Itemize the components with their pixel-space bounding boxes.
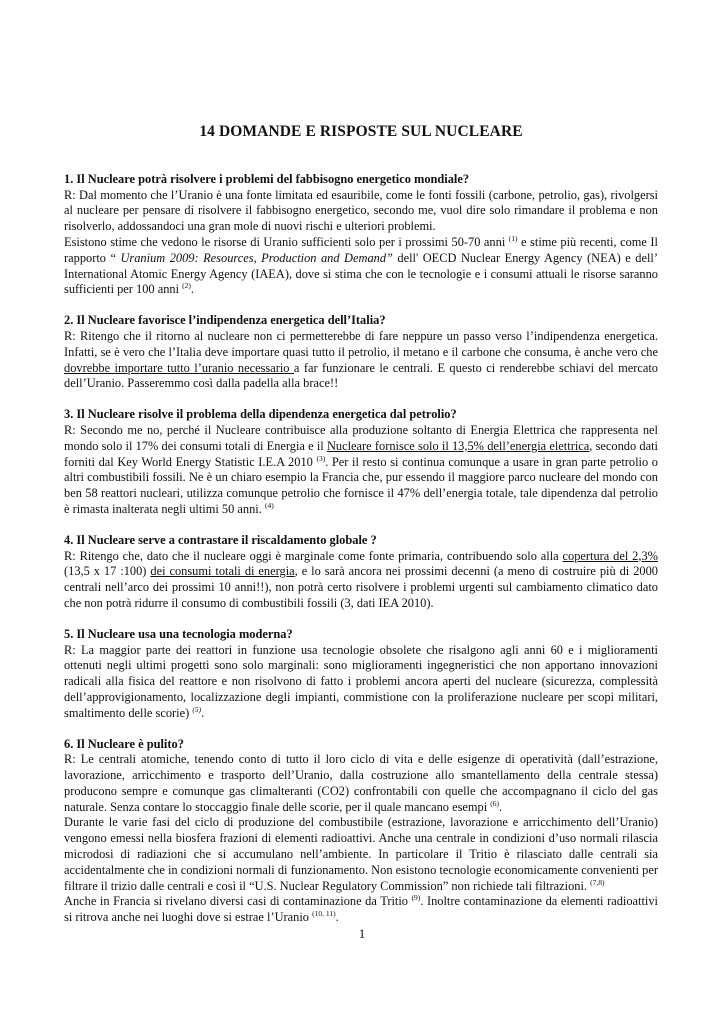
text-run: dell' OECD Nuclear Energy Agency (NEA) e dell’ International Atomic Energy Agency (IAEA), dove si stima che con le tecnologie e i consumi attuali le risorse saranno sufficienti per 100 anni — [64, 250, 658, 297]
footnote-ref: (1) — [508, 233, 518, 243]
answer-3 — [64, 423, 658, 518]
footnote-ref: (3) — [316, 453, 326, 463]
text-run: . — [201, 705, 205, 720]
report-title: Uranium 2009: Resources, Production and Demand” — [120, 250, 393, 265]
text-run: . — [335, 910, 339, 925]
footnote-ref: (10, 11) — [312, 909, 336, 919]
question-4 — [64, 533, 658, 612]
document-page — [64, 124, 658, 941]
answer-1-paragraph-1: R: Dal momento che l’Uranio è una fonte limitata ed esauribile, come le fonti fossili (carbone, petrolio, gas), rivolgersi al nucleare per pensare di risolvere il fabbisogno energetico, secondo me, vuol dire solo rimandare il problema e non risolverlo, addossandoci una gran mole di nuovi rischi e ulteriori problemi. — [64, 187, 658, 234]
underlined-text: dovrebbe importare tutto l’uranio necessario — [64, 360, 294, 375]
footnote-ref: (6) — [490, 798, 500, 808]
answer-1-paragraph-2 — [64, 235, 658, 298]
question-6 — [64, 737, 658, 927]
text-run: e stime più recenti, come Il rapporto “ — [64, 234, 658, 265]
text-run: (13,5 x 17 :100) — [64, 564, 151, 579]
question-4-heading: 4. Il Nucleare serve a contrastare il riscaldamento globale ? — [64, 532, 377, 547]
footnote-ref: (4) — [264, 500, 274, 510]
answer-6-paragraph-3 — [64, 894, 658, 926]
question-2 — [64, 313, 658, 392]
question-6-heading: 6. Il Nucleare è pulito? — [64, 736, 184, 751]
text-run: R: Le centrali atomiche, tenendo conto di tutto il loro ciclo di vita e delle esigenze di operatività (dall’estrazione, lavorazione, arricchimento e trasporto dell’Uranio, dalla costruzione allo smantellamento della centrale stessa) producono sempre e comunque gas climalteranti (CO2) confrontabili con quelle che accompagnano il ciclo del gas naturale. Senza contare lo stoccaggio finale delle scorie, per il quale mancano esempi — [64, 752, 658, 814]
text-run: . Per il resto si continua comunque a usare in gran parte petrolio o altri combustibili fossili. Ne è un chiaro esempio la Francia che, pur essendo il maggiore parco nucleare del mondo con ben 58 reattori nucleari, utilizza comunque petrolio che fornisce il 47% dell’energia totale, tale dipendenza dal petrolio è rimasta inalterata negli ultimi 50 anni. — [64, 454, 658, 516]
text-run: . Inoltre contaminazione da elementi radioattivi si ritrova anche nei luoghi dove si estrae l’Uranio — [64, 894, 658, 925]
answer-6-paragraph-2 — [64, 815, 658, 894]
question-5-heading: 5. Il Nucleare usa una tecnologia moderna? — [64, 626, 293, 641]
text-run: . — [190, 282, 194, 297]
question-5 — [64, 627, 658, 722]
text-run: Esistono stime che vedono le risorse di Uranio sufficienti solo per i prossimi 50-70 anni — [64, 234, 509, 249]
answer-6-paragraph-1 — [64, 752, 658, 815]
underlined-text: copertura del 2,3% — [562, 548, 658, 563]
footnote-ref: (7,8) — [590, 877, 605, 887]
answer-4 — [64, 549, 658, 612]
question-3 — [64, 407, 658, 518]
text-run: Anche in Francia si rivelano diversi casi di contaminazione da Tritio — [64, 894, 412, 909]
footnote-ref: (5) — [192, 704, 202, 714]
footnote-ref: (9) — [411, 893, 421, 903]
text-run: R: Secondo me no, perché il Nucleare contribuisce alla produzione soltanto di Energia Elettrica che rappresenta nel mondo solo il 17% dei consumi totali di Energia e il — [64, 422, 658, 453]
question-3-heading: 3. Il Nucleare risolve il problema della dipendenza energetica dal petrolio? — [64, 407, 457, 422]
answer-5 — [64, 643, 658, 722]
text-run: R: La maggior parte dei reattori in funzione usa tecnologie obsolete che risalgono agli anni 60 e i miglioramenti ottenuti negli ultimi progetti sono solo marginali: sono miglioramenti ingegneristici che non apportano innovazioni radicali alla fisica del reattore e non risolvono di fatto i problemi ancora aperti del nucleare (sicurezza, complessità dell’approvigionamento, localizzazione degli impianti, commistione con la proliferazione nucleare per scopi militari, smaltimento delle scorie) — [64, 642, 658, 720]
question-1 — [64, 172, 658, 298]
text-run: . — [499, 799, 503, 814]
footnote-ref: (2) — [182, 281, 191, 291]
text-run: , secondo dati forniti dal Key World Energy Statistic I.E.A 2010 — [64, 438, 658, 469]
underlined-text: dei consumi totali di energia — [150, 564, 295, 579]
text-run: a far funzionare le centrali. E questo ci renderebbe schiavi del mercato dell’Uranio. Passeremmo così dalla padella alla brace!! — [64, 360, 658, 391]
answer-2 — [64, 329, 658, 392]
underlined-text: Nucleare fornisce solo il 13,5% dell’energia elettrica — [326, 438, 590, 453]
document-title: 14 DOMANDE E RISPOSTE SUL NUCLEARE — [199, 123, 523, 140]
question-2-heading: 2. Il Nucleare favorisce l’indipendenza energetica dell’Italia? — [64, 313, 386, 328]
text-run: Durante le varie fasi del ciclo di produzione del combustibile (estrazione, lavorazione e arricchimento dell’Uranio) vengono emessi nella biosfera frazioni di elementi radioattivi. Anche una centrale in condizioni d’uso normali rilascia microdosi di radiazioni che si accumulano nell’ambiente. In particolare il Tritio è rilasciato dalle centrali sia accidentalmente che in condizioni normali di funzionamento. Non esistono tecnologie economicamente convenienti per filtrare il trizio dalle centrali e così il “U.S. Nuclear Regulatory Commission” non richiede tali filtrazioni. — [64, 815, 658, 893]
question-1-heading: 1. Il Nucleare potrà risolvere i problemi del fabbisogno energetico mondiale? — [64, 171, 470, 186]
text-run: , e lo sarà ancora nei prossimi decenni (a meno di costruire più di 2000 centrali nell’arco dei prossimi 10 anni!!), non potrà certo risolvere i problemi urgenti sul cambiamento climatico dato che non potrà ridurre il consumo di combustibili fossili (3, dati IEA 2010). — [64, 564, 658, 610]
page-number: 1 — [358, 926, 366, 941]
text-run: R: Ritengo che, dato che il nucleare oggi è marginale come fonte primaria, contribuendo solo alla — [64, 548, 563, 563]
text-run: R: Ritengo che il ritorno al nucleare non ci permetterebbe di fare neppure un passo verso l’indipendenza energetica. Infatti, se è vero che l’Italia deve importare quasi tutto il petrolio, il metano e il carbone che consuma, è anche vero che — [64, 328, 658, 359]
